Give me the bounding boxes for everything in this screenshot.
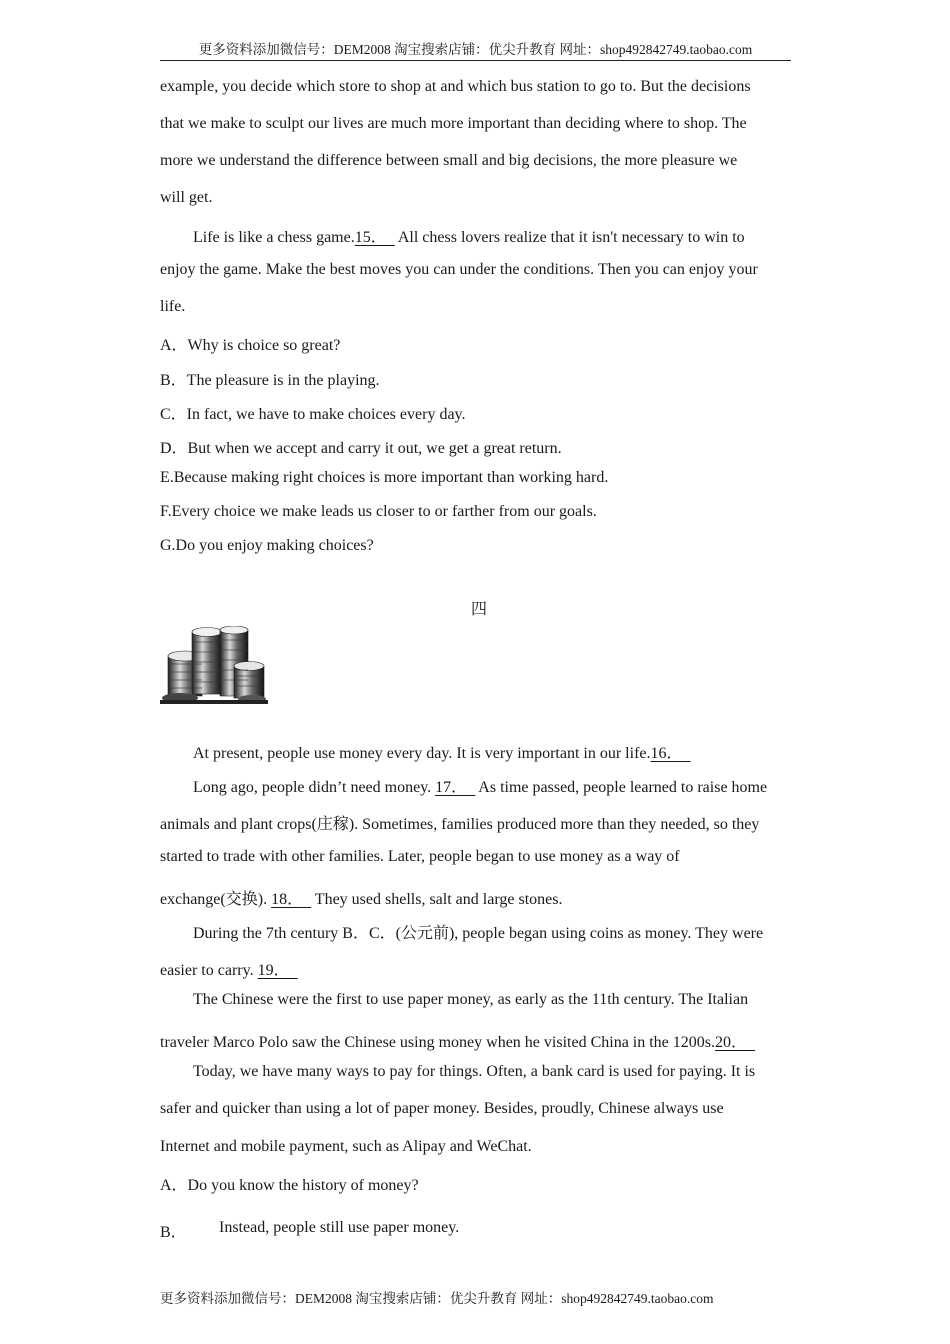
p4-para2-line-3: started to trade with other families. Later, people began to use money as a way of xyxy=(160,848,680,865)
p4-para3-line-2 xyxy=(160,957,298,980)
p3-line-3: more we understand the difference between small and big decisions, the more pleasure we xyxy=(160,152,738,169)
text: traveler Marco Polo saw the Chinese using money when he visited China in the 1200s. xyxy=(160,1034,716,1051)
answer-blank-19[interactable]: 19． xyxy=(257,962,290,979)
p4-para5-line-1: Today, we have many ways to pay for things. Often, a bank card is used for paying. It is xyxy=(193,1063,756,1080)
text: Life is like a chess game. xyxy=(193,229,355,246)
text: exchange(交换). xyxy=(160,891,272,908)
p4-option-a: A．Do you know the history of money? xyxy=(160,1177,419,1194)
text: All chess lovers realize that it isn't necessary to win to xyxy=(394,229,745,246)
answer-blank-18[interactable]: 18． xyxy=(271,891,304,908)
text: As time passed, people learned to raise home xyxy=(475,779,768,796)
page-footer: 更多资料添加微信号：DEM2008 淘宝搜索店铺：优尖升教育 网址：shop492842749.taobao.com xyxy=(160,1291,714,1306)
p3-line-1: example, you decide which store to shop at and which bus station to go to. But the decisions xyxy=(160,78,751,95)
option-b: B．The pleasure is in the playing. xyxy=(160,372,380,389)
option-a: A．Why is choice so great? xyxy=(160,337,341,354)
p4-para4-line-1: The Chinese were the first to use paper money, as early as the 11th century. The Italian xyxy=(193,991,749,1008)
p4-option-b-label: B． xyxy=(160,1224,187,1241)
section-heading: 四 xyxy=(470,601,487,618)
p3-line-2: that we make to sculpt our lives are much more important than deciding where to shop. The xyxy=(160,115,747,132)
p4-option-b-text: Instead, people still use paper money. xyxy=(219,1219,460,1236)
p4-para4-line-2 xyxy=(160,1029,755,1052)
p4-para3-line-1: During the 7th century B．C．(公元前), people began using coins as money. They were xyxy=(193,925,764,942)
coin-stack-icon xyxy=(160,626,268,704)
option-d: D．But when we accept and carry it out, we get a great return. xyxy=(160,440,562,457)
p4-para2-line-2: animals and plant crops(庄稼). Sometimes, families produced more than they needed, so they xyxy=(160,816,760,833)
text: Long ago, people didn’t need money. xyxy=(193,779,436,796)
p3-para2-line-1 xyxy=(193,224,745,247)
option-g: G.Do you enjoy making choices? xyxy=(160,537,374,554)
text: easier to carry. xyxy=(160,962,258,979)
p4-para2-line-4 xyxy=(160,886,562,909)
text: They used shells, salt and large stones. xyxy=(311,891,563,908)
p4-para5-line-2: safer and quicker than using a lot of paper money. Besides, proudly, Chinese always use xyxy=(160,1100,724,1117)
page-header: 更多资料添加微信号：DEM2008 淘宝搜索店铺：优尖升教育 网址：shop492842749.taobao.com xyxy=(160,38,791,61)
answer-blank-20[interactable]: 20． xyxy=(715,1034,748,1051)
answer-blank-16[interactable]: 16． xyxy=(650,745,683,762)
p3-para2-line-2: enjoy the game. Make the best moves you can under the conditions. Then you can enjoy your xyxy=(160,261,758,278)
option-e: E.Because making right choices is more important than working hard. xyxy=(160,469,609,486)
answer-blank-15[interactable]: 15． xyxy=(354,229,387,246)
p3-line-4: will get. xyxy=(160,189,213,206)
option-c: C．In fact, we have to make choices every day. xyxy=(160,406,466,423)
p3-para2-line-3: life. xyxy=(160,298,186,315)
p4-para2-line-1 xyxy=(193,774,767,797)
option-f: F.Every choice we make leads us closer to or farther from our goals. xyxy=(160,503,597,520)
p4-para5-line-3: Internet and mobile payment, such as Alipay and WeChat. xyxy=(160,1138,532,1155)
p4-para1 xyxy=(193,740,691,763)
answer-blank-17[interactable]: 17． xyxy=(435,779,468,796)
text: At present, people use money every day. It is very important in our life. xyxy=(193,745,651,762)
